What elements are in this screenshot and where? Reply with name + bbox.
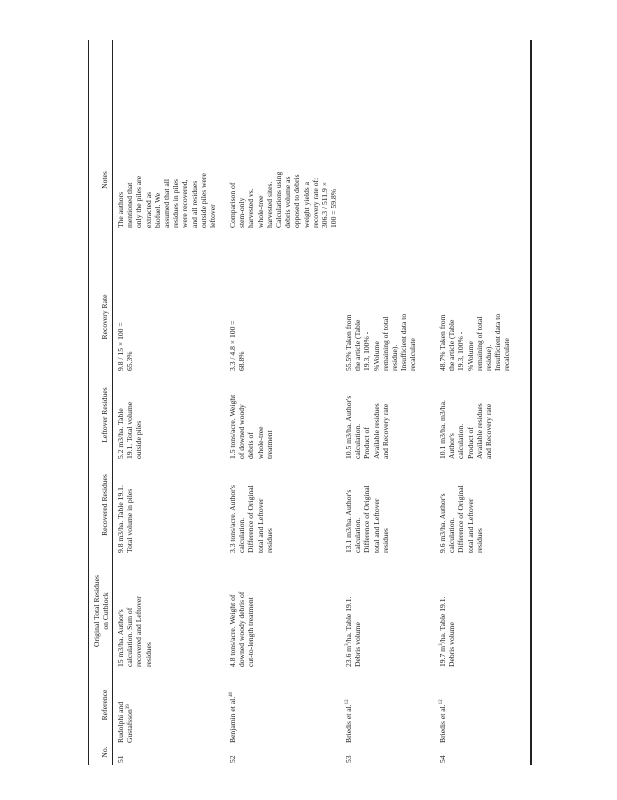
original-total-cell: 23.6 $m^3/ha$. Table 19.1. Debris volume (344, 596, 363, 667)
leftover-cell: 1.5 tons/acre. Weight of downed woody debris of whole-tree treatment (228, 394, 274, 459)
leftover-cell: 5.2 m3/ha. Table 19.1. Total volume outside piles (116, 401, 144, 459)
reference-cell: Briedis et al.$^{12}$ (438, 699, 447, 743)
row-number: 53 (344, 755, 353, 763)
leftover-cell: 10.1 m3/ha. m3/ha. Author's calculation. Product of Available residues and Recovery rate (438, 400, 494, 459)
notes-cell: Comparison of stem-only harvested vs. whole-tree harvested sites. Calculations using debris volume as opposed to debris weight yields a recovery rate of: 306.3 / 511.9 × 100 = 59.8% (228, 171, 339, 228)
reference-cell: Briedis et al.$^{12}$ (344, 699, 353, 743)
row-number: 52 (228, 755, 237, 763)
recovery-rate-cell: 48.7% Taken from the article (Table 19.3, 100% - %Volume remaining of total residue). Insufficient data to recalculate (438, 313, 512, 371)
reference-cell: Rudolphi and Gustafsson$^{39}$ (116, 701, 135, 743)
header-reference: Reference (100, 689, 109, 721)
original-total-cell: 15 m3/ha. Author's calculation. Sum of recovered and Leftover residues (116, 596, 153, 667)
original-total-cell: 19.7 $m^3/ha$. Table 19.1. Debris volume (438, 596, 457, 667)
original-total-cell: 4.8 tons/acre. Weight of downed woody debris of cut-to-length treatment (228, 591, 256, 667)
recovered-cell: 9.6 m3/ha. Author's calculation. Difference of Original total and Leftover residues (438, 485, 484, 553)
rotated-table (86, 40, 531, 765)
table-bottom-rule (530, 40, 532, 765)
table-header-rule (112, 40, 113, 765)
reference-cell: Benjamin et al.$^{40}$ (228, 691, 237, 743)
recovery-rate-cell: 9.8 / 15 × 100 = 65.3% (116, 322, 135, 371)
recovered-cell: 3.3 tons/acre. Author's calculation. Difference of Original total and Leftover residues (228, 484, 274, 553)
row-number: 54 (438, 755, 447, 763)
notes-cell: The authors mentioned that only the piles are extracted as biofuel. We assumed that all residues in piles were recovered, and all residues outside piles were leftover (116, 173, 218, 228)
leftover-cell: 10.5 m3/ha. Author's calculation. Product of Available residues and Recovery rate (344, 395, 390, 459)
header-recovered: Recovered Residues (100, 474, 109, 536)
recovery-rate-cell: 3.3 / 4.8 × 100 = 68.8% (228, 320, 247, 371)
recovery-rate-cell: 55.5% Taken from the article (Table 19.3, 100% - %Volume remaining of total residue). Insufficient data to recalculate (344, 313, 418, 371)
header-notes: Notes (100, 171, 109, 189)
header-leftover: Leftover Residues (100, 387, 109, 443)
recovered-cell: 13.1 m3/ha. Author's calculation. Difference of Original total and Leftover residues (344, 485, 390, 553)
recovered-cell: 9.8 m3/ha. Table 19.1. Total volume in piles (116, 485, 135, 553)
row-number: 51 (116, 755, 125, 763)
header-original-total: Original Total Residues on Cutblock (92, 575, 111, 647)
header-no: No. (100, 746, 109, 758)
table-top-rule (88, 40, 89, 765)
header-recovery-rate: Recovery Rate (100, 294, 109, 340)
